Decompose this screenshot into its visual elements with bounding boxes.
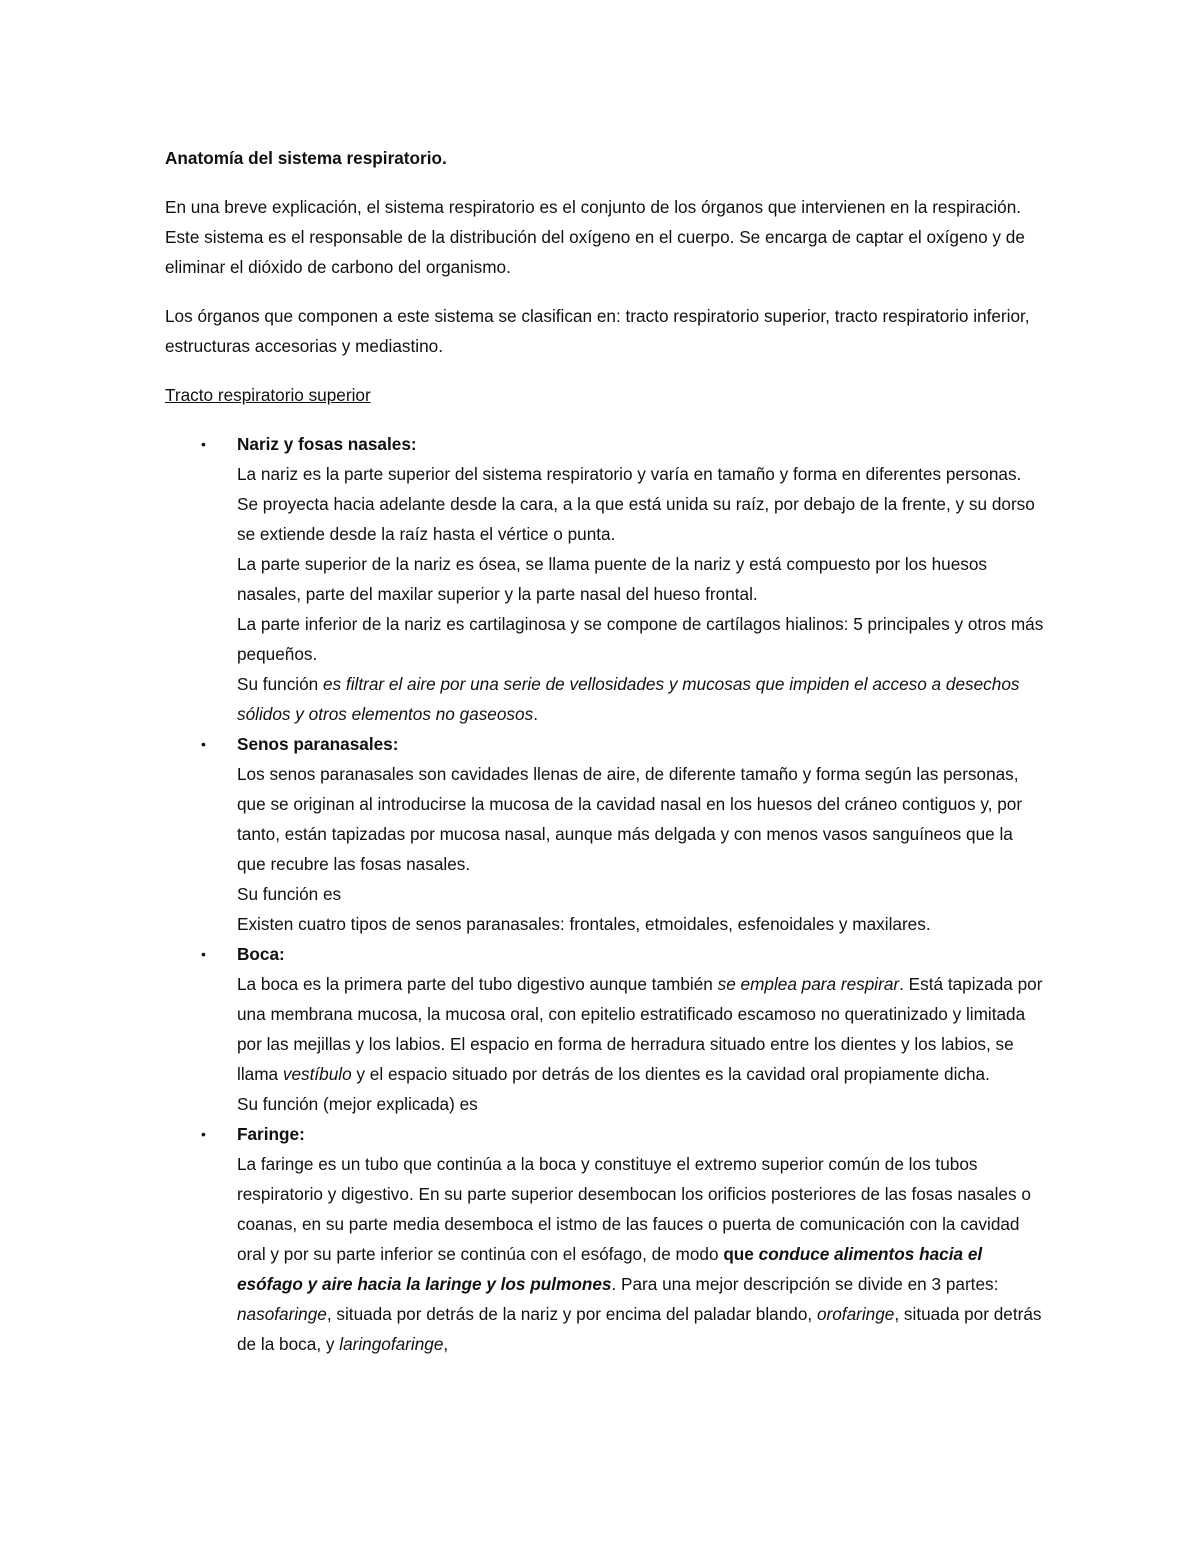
item-paragraph: La nariz es la parte superior del sistema respiratorio y varía en tamaño y forma en diferentes personas. Se proyecta hacia adelante desde la cara, a la que está unida su raíz, por debajo de la frente, y su dorso se extiende desde la raíz hasta el vértice o punta. (237, 464, 1035, 544)
item-paragraph: La boca es la primera parte del tubo digestivo aunque también se emplea para respirar. Está tapizada por una membrana mucosa, la mucosa oral, con epitelio estratificado escamoso no queratinizado y limitada por las mejillas y los labios. El espacio en forma de herradura situado entre los dientes y los labios, se llama vestíbulo y el espacio situado por detrás de los dientes es la cavidad oral propiamente dicha. (237, 974, 1043, 1084)
emphasis-text: nasofaringe (237, 1304, 327, 1324)
intro-paragraph: En una breve explicación, el sistema respiratorio es el conjunto de los órganos que intervienen en la respiración. Este sistema es el responsable de la distribución del oxígeno en el cuerpo. Se encarga de captar el oxígeno y de eliminar el dióxido de carbono del organismo. (165, 197, 1025, 277)
section-heading: Tracto respiratorio superior (165, 385, 371, 405)
emphasis-text: se emplea para respirar (717, 974, 900, 994)
emphasis-text: vestíbulo (282, 1064, 352, 1084)
emphasis-text: laringofaringe (339, 1334, 444, 1354)
organ-list (165, 429, 1045, 1359)
item-title: Faringe: (237, 1124, 305, 1144)
document-body (165, 143, 1045, 1359)
bullet-icon: • (201, 946, 206, 962)
emphasis-text: es filtrar el aire por una serie de vellosidades y mucosas que impiden el acceso a desechos sólidos y otros elementos no gaseosos (237, 674, 1020, 724)
classification-paragraph: Los órganos que componen a este sistema se clasifican en: tracto respiratorio superior, tracto respiratorio inferior, estructuras accesorias y mediastino. (165, 306, 1030, 356)
item-paragraph: Su función es (237, 884, 342, 904)
list-item-boca (165, 939, 1045, 1119)
item-title: Boca: (237, 944, 285, 964)
document-title: Anatomía del sistema respiratorio. (165, 148, 447, 168)
bullet-icon: • (201, 736, 206, 752)
bullet-icon: • (201, 1126, 206, 1142)
bold-text: que (723, 1244, 754, 1264)
item-paragraph: La parte superior de la nariz es ósea, se llama puente de la nariz y está compuesto por los huesos nasales, parte del maxilar superior y la parte nasal del hueso frontal. (237, 554, 987, 604)
item-paragraph: La faringe es un tubo que continúa a la boca y constituye el extremo superior común de los tubos respiratorio y digestivo. En su parte superior desembocan los orificios posteriores de las fosas nasales o coanas, en su parte media desemboca el istmo de las fauces o puerta de comunicación con la cavidad oral y por su parte inferior se continúa con el esófago, de modo que conduce alimentos hacia el esófago y aire hacia la laringe y los pulmones. Para una mejor descripción se divide en 3 partes: nasofaringe, situada por detrás de la nariz y por encima del paladar blando, orofaringe, situada por detrás de la boca, y laringofaringe, (237, 1154, 1042, 1354)
list-item-senos (165, 729, 1045, 939)
item-paragraph: Los senos paranasales son cavidades llenas de aire, de diferente tamaño y forma según las personas, que se originan al introducirse la mucosa de la cavidad nasal en los huesos del cráneo contiguos y, por tanto, están tapizadas por mucosa nasal, aunque más delgada y con menos vasos sanguíneos que la que recubre las fosas nasales. (237, 764, 1023, 874)
emphasis-text: orofaringe (816, 1304, 895, 1324)
item-paragraph: Su función (mejor explicada) es (237, 1094, 478, 1114)
item-title: Senos paranasales: (237, 734, 399, 754)
item-title: Nariz y fosas nasales: (237, 434, 417, 454)
bold-italic-text: conduce alimentos hacia el esófago y aire hacia la laringe y los pulmones (237, 1244, 983, 1294)
item-paragraph: Existen cuatro tipos de senos paranasales: frontales, etmoidales, esfenoidales y maxilares. (237, 914, 931, 934)
list-item-faringe (165, 1119, 1045, 1359)
item-paragraph: La parte inferior de la nariz es cartilaginosa y se compone de cartílagos hialinos: 5 principales y otros más pequeños. (237, 614, 1044, 664)
list-item-nariz (165, 429, 1045, 729)
bullet-icon: • (201, 436, 206, 452)
item-function-paragraph: Su función es filtrar el aire por una serie de vellosidades y mucosas que impiden el acceso a desechos sólidos y otros elementos no gaseosos. (237, 674, 1020, 724)
